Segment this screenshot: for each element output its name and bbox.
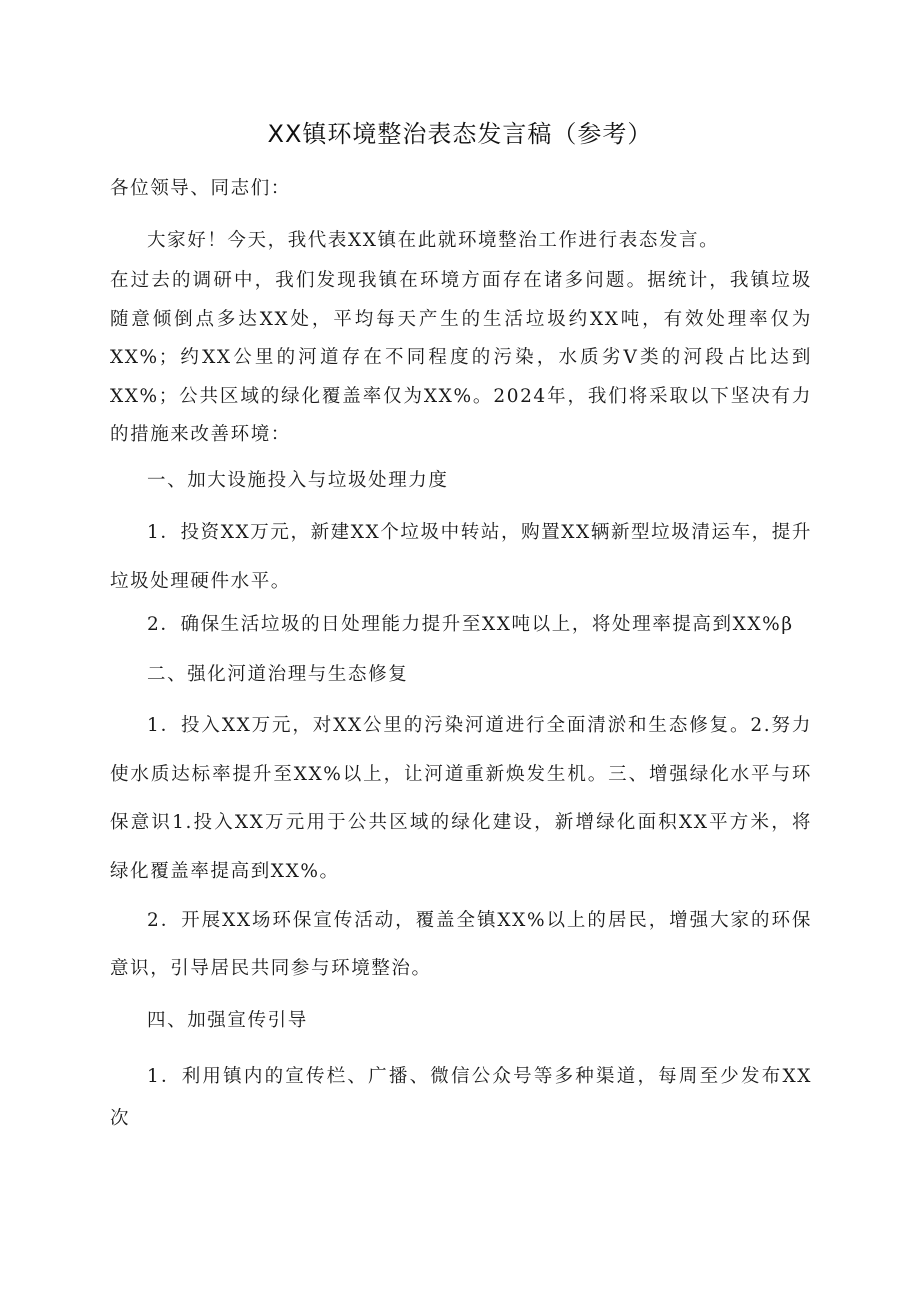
section-heading-2: 二、强化河道治理与生态修复 [147, 664, 409, 685]
salutation-paragraph: 各位领导、同志们： [110, 178, 291, 199]
section-heading-1: 一、加大设施投入与垃圾处理力度 [147, 470, 449, 491]
section-2-item-1: 1．投入XX万元，对XX公里的污染河道进行全面清淤和生态修复。2.努力使水质达标率提升至XX%以上，让河道重新焕发生机。三、增强绿化水平与环保意识1.投入XX万元用于公共区域的绿化建设，新增绿化面积XX平方米，将绿化覆盖率提高到XX%。 [110, 715, 812, 882]
intro-paragraph: 在过去的调研中，我们发现我镇在环境方面存在诸多问题。据统计，我镇垃圾随意倾倒点多达XX处，平均每天产生的生活垃圾约XX吨，有效处理率仅为XX%；约XX公里的河道存在不同程度的污染，水质劣V类的河段占比达到XX%；公共区域的绿化覆盖率仅为XX%。2024年，我们将采取以下坚决有力的措施来改善环境： [110, 270, 812, 445]
section-heading-4: 四、加强宣传引导 [147, 1010, 308, 1031]
section-3-item-2: 2．开展XX场环保宣传活动，覆盖全镇XX%以上的居民，增强大家的环保意识，引导居民共同参与环境整治。 [110, 910, 812, 979]
document-title: XX镇环境整治表态发言稿（参考） [267, 120, 653, 148]
section-1-item-2: 2．确保生活垃圾的日处理能力提升至XX吨以上，将处理率提高到XX%β [147, 614, 794, 635]
greeting-paragraph: 大家好！今天，我代表XX镇在此就环境整治工作进行表态发言。 [147, 230, 720, 251]
section-4-item-1: 1．利用镇内的宣传栏、广播、微信公众号等多种渠道，每周至少发布XX次 [110, 1066, 812, 1129]
section-1-item-1: 1．投资XX万元，新建XX个垃圾中转站，购置XX辆新型垃圾清运车，提升垃圾处理硬件水平。 [110, 522, 812, 592]
